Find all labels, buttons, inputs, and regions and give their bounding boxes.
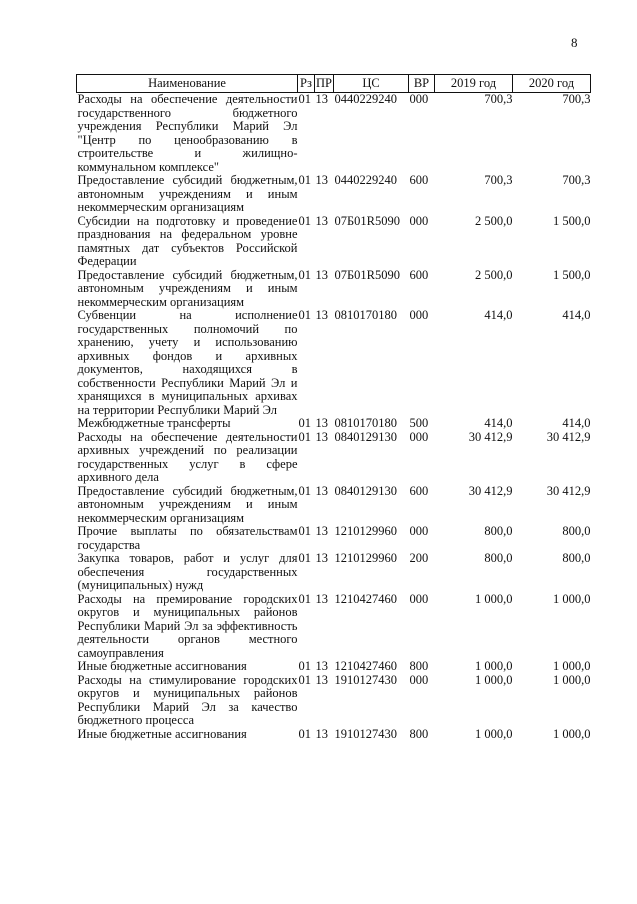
- row-cs: 0440229240: [334, 92, 397, 106]
- row-value-2020: 1 500,0: [553, 267, 591, 282]
- row-name: Расходы на обеспечение деятельности государственного бюджетного учреждения Республики Марий Эл "Центр по ценообразованию в строительстве и жилищно-коммунальном комплексе": [77, 92, 298, 174]
- row-name: Расходы на стимулирование городских округов и муниципальных районов Республики Марий Эл за качество бюджетного процесса: [77, 672, 298, 727]
- row-cs: 1210129960: [334, 551, 397, 565]
- row-rz: 01: [298, 308, 311, 322]
- header-2019: 2019 год: [435, 75, 513, 93]
- table-row: [77, 269, 591, 310]
- table-row: [77, 431, 591, 485]
- row-value-2019: 1 000,0: [475, 726, 513, 741]
- table-row: [77, 215, 591, 269]
- row-name: Предоставление субсидий бюджетным, автономным учреждениям и иным некоммерческим организациям: [77, 483, 298, 525]
- row-pr: 13: [315, 524, 328, 538]
- row-cs: 1910127430: [334, 672, 397, 687]
- row-rz: 01: [298, 726, 311, 741]
- row-vr: 000: [409, 591, 429, 606]
- row-name: Закупка товаров, работ и услуг для обеспечения государственных (муниципальных) нужд: [77, 551, 298, 592]
- row-name: Межбюджетные трансферты: [77, 416, 231, 430]
- header-name: Наименование: [77, 75, 298, 93]
- table-row: [77, 674, 591, 728]
- row-rz: 01: [298, 483, 311, 498]
- row-rz: 01: [298, 429, 311, 444]
- row-pr: 13: [315, 672, 328, 687]
- row-value-2020: 30 412,9: [546, 429, 591, 444]
- row-pr: 13: [315, 416, 328, 430]
- table-row: [77, 93, 591, 175]
- table-row: [77, 417, 591, 431]
- row-value-2019: 30 412,9: [468, 429, 513, 444]
- row-pr: 13: [315, 267, 328, 282]
- row-value-2020: 700,3: [562, 92, 591, 106]
- row-value-2020: 1 500,0: [553, 213, 591, 228]
- table-row: [77, 174, 591, 215]
- header-cs: ЦС: [334, 75, 409, 93]
- row-vr: 000: [409, 429, 429, 444]
- row-name: Прочие выплаты по обязательствам государства: [77, 524, 298, 552]
- row-pr: 13: [315, 551, 328, 565]
- row-pr: 13: [315, 92, 328, 106]
- row-cs: 0440229240: [334, 173, 397, 187]
- row-cs: 0810170180: [334, 416, 397, 430]
- row-rz: 01: [298, 551, 311, 565]
- row-vr: 800: [409, 726, 429, 741]
- row-cs: 07Б01R5090: [334, 267, 401, 282]
- row-vr: 500: [409, 416, 429, 430]
- row-cs: 0810170180: [334, 308, 397, 322]
- header-rz: Рз: [298, 75, 315, 93]
- row-value-2019: 1 000,0: [475, 659, 513, 673]
- row-value-2020: 800,0: [562, 524, 591, 538]
- row-vr: 600: [409, 483, 429, 498]
- table-row: [77, 485, 591, 526]
- row-name: Иные бюджетные ассигнования: [77, 726, 247, 741]
- row-value-2020: 700,3: [562, 173, 591, 187]
- row-name: Предоставление субсидий бюджетным, автономным учреждениям и иным некоммерческим организациям: [77, 267, 298, 309]
- row-vr: 000: [409, 524, 429, 538]
- table-row: [77, 525, 591, 552]
- budget-table: [76, 74, 591, 741]
- row-cs: 1210427460: [334, 591, 397, 606]
- row-value-2020: 800,0: [562, 551, 591, 565]
- row-rz: 01: [298, 524, 311, 538]
- table-row: [77, 552, 591, 593]
- row-pr: 13: [315, 591, 328, 606]
- table-row: [77, 660, 591, 674]
- row-value-2020: 30 412,9: [546, 483, 591, 498]
- row-pr: 13: [315, 483, 328, 498]
- row-vr: 200: [409, 551, 429, 565]
- row-pr: 13: [315, 308, 328, 322]
- row-rz: 01: [298, 659, 311, 673]
- row-cs: 1910127430: [334, 726, 397, 741]
- row-vr: 600: [409, 267, 429, 282]
- table-row: [77, 593, 591, 661]
- row-value-2020: 414,0: [562, 416, 591, 430]
- row-pr: 13: [315, 173, 328, 187]
- row-name: Субсидии на подготовку и проведение празднования на федеральном уровне памятных дат субъектов Российской Федерации: [77, 213, 298, 268]
- row-value-2019: 414,0: [484, 416, 513, 430]
- row-value-2019: 800,0: [484, 551, 513, 565]
- row-name: Предоставление субсидий бюджетным, автономным учреждениям и иным некоммерческим организациям: [77, 173, 298, 214]
- header-2020: 2020 год: [513, 75, 591, 93]
- row-vr: 800: [409, 659, 429, 673]
- row-name: Расходы на обеспечение деятельности архивных учреждений по реализации государственных услуг в сфере архивного дела: [77, 429, 298, 484]
- row-value-2020: 1 000,0: [553, 672, 591, 687]
- row-rz: 01: [298, 267, 311, 282]
- row-value-2019: 2 500,0: [475, 213, 513, 228]
- table-row: [77, 309, 591, 417]
- row-name: Расходы на премирование городских округов и муниципальных районов Республики Марий Эл за эффективность деятельности органов местного самоуправления: [77, 591, 298, 660]
- table-header: [77, 75, 591, 93]
- row-vr: 000: [409, 213, 429, 228]
- row-pr: 13: [315, 726, 328, 741]
- row-rz: 01: [298, 173, 311, 187]
- header-pr: ПР: [315, 75, 334, 93]
- row-cs: 0840129130: [334, 429, 397, 444]
- row-rz: 01: [298, 416, 311, 430]
- row-name: Иные бюджетные ассигнования: [77, 659, 247, 673]
- row-vr: 000: [409, 92, 429, 106]
- row-pr: 13: [315, 213, 328, 228]
- row-value-2019: 30 412,9: [468, 483, 513, 498]
- row-value-2019: 700,3: [484, 92, 513, 106]
- row-vr: 000: [409, 672, 429, 687]
- row-rz: 01: [298, 213, 311, 228]
- row-value-2020: 1 000,0: [553, 591, 591, 606]
- row-value-2020: 414,0: [562, 308, 591, 322]
- row-name: Субвенции на исполнение государственных полномочий по хранению, учету и использованию архивных фондов и архивных документов, находящихся в собственности Республики Марий Эл и хранящихся в муниципальных архивах на территории Республики Марий Эл: [77, 308, 298, 417]
- row-rz: 01: [298, 92, 311, 106]
- row-vr: 600: [409, 173, 429, 187]
- row-pr: 13: [315, 659, 328, 673]
- row-value-2019: 700,3: [484, 173, 513, 187]
- row-value-2019: 2 500,0: [475, 267, 513, 282]
- row-value-2020: 1 000,0: [553, 726, 591, 741]
- row-cs: 0840129130: [334, 483, 397, 498]
- row-rz: 01: [298, 591, 311, 606]
- row-value-2019: 800,0: [484, 524, 513, 538]
- row-vr: 000: [409, 308, 429, 322]
- header-vr: ВР: [409, 75, 435, 93]
- row-cs: 07Б01R5090: [334, 213, 401, 228]
- row-cs: 1210129960: [334, 524, 397, 538]
- row-cs: 1210427460: [334, 659, 397, 673]
- row-value-2019: 1 000,0: [475, 672, 513, 687]
- row-value-2020: 1 000,0: [553, 659, 591, 673]
- page-number: 8: [571, 35, 578, 50]
- table-body: [77, 93, 591, 742]
- row-pr: 13: [315, 429, 328, 444]
- row-value-2019: 1 000,0: [475, 591, 513, 606]
- table-row: [77, 728, 591, 742]
- row-rz: 01: [298, 672, 311, 687]
- row-value-2019: 414,0: [484, 308, 513, 322]
